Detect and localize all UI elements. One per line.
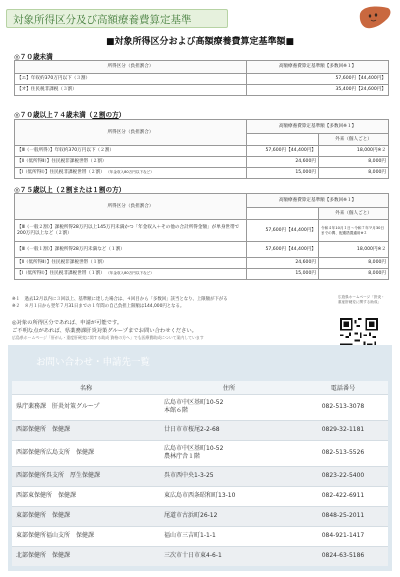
- row-amount: 57,600円【44,400円】: [247, 146, 319, 157]
- web-note: 広島県ホームページ「肝がん・重度肝硬変に関する助成 資格の方へ」でも医療費助成について案内しています: [12, 335, 204, 340]
- contact-row: [12, 506, 388, 526]
- row-outpatient: 8,000円: [319, 258, 389, 269]
- contact-name: 東部保健所 保健課: [12, 506, 160, 526]
- footnotes: [12, 297, 312, 310]
- table-row: [15, 168, 389, 179]
- contact-name: 北部保健所 保健課: [12, 546, 160, 566]
- table-row: [15, 146, 389, 157]
- table-under70: [14, 60, 389, 96]
- col-header-phone: 電話番号: [298, 381, 388, 394]
- contact-row: [12, 486, 388, 506]
- row-amount: 57,600円【44,400円】: [247, 242, 319, 258]
- row-amount: 24,600円: [247, 258, 319, 269]
- row-amount: 57,600円【44,400円】: [247, 74, 389, 85]
- contact-address: 広島市中区基町10-52 本館６階: [160, 394, 298, 420]
- section-70to74-title: ◎７０歳以上７４歳未満（２割の方）: [14, 111, 126, 119]
- col-header-outpatient: 外来（個人ごと）: [319, 134, 389, 146]
- contact-row: [12, 466, 388, 486]
- contact-address: 廿日市市桜尾2-2-68: [160, 420, 298, 440]
- contact-name: 東部保健所福山支所 保健課: [12, 526, 160, 546]
- contact-note: ◎対象の所得区分であれば、申請が可能です。 ご不明な点があれば、県薬務課肝炎対策グループまでお問い合わせください。: [12, 320, 197, 335]
- row-outpatient: 8,000円: [319, 269, 389, 280]
- section-75plus-title: ◎７５歳以上（２割または１割の方）: [14, 186, 126, 194]
- row-amount: 15,000円: [247, 269, 319, 280]
- table-header-row: [15, 194, 389, 208]
- contact-address: 三次市十日市東4-6-1: [160, 546, 298, 566]
- footnote-2: ※２ ８月１日から翌年７月31日までの１年間の自己負担上限額は144,000円となる。: [12, 303, 185, 309]
- contact-panel: [8, 345, 392, 571]
- row-label: 【オ】住民税非課税（３割）: [15, 85, 247, 96]
- col-header-address: 住所: [160, 381, 298, 394]
- table-row: [15, 242, 389, 258]
- contact-row: [12, 440, 388, 466]
- row-label: 【Ⅲ（一般所得）】年収約370万円以下（２割）: [15, 146, 247, 157]
- col-header-income: 所得区分（負担割合）: [15, 194, 247, 220]
- row-amount: 57,600円【44,400円】: [247, 220, 319, 242]
- contact-phone[interactable]: 0824-63-5186: [298, 546, 388, 566]
- table-75plus: [14, 193, 389, 280]
- col-header-income: 所得区分（負担割合）: [15, 120, 247, 146]
- col-header-amount: 高額療養費算定基準額【多数回※１】: [247, 194, 389, 208]
- row-outpatient: 18,000円※２: [319, 242, 389, 258]
- contact-address: 広島市中区基町10-52 農林庁舎１階: [160, 440, 298, 466]
- row-label: 【エ】年収約370万円以下（３割）: [15, 74, 247, 85]
- contact-address: 福山市三吉町1-1-1: [160, 526, 298, 546]
- table-70to74: [14, 119, 389, 179]
- contact-phone[interactable]: 0829-32-1181: [298, 420, 388, 440]
- contact-header-row: [12, 381, 388, 394]
- contact-name: 西部保健所広島支所 保健課: [12, 440, 160, 466]
- contact-title: お問い合わせ・申請先一覧: [36, 357, 151, 368]
- row-amount: 24,600円: [247, 157, 319, 168]
- table-row: [15, 85, 389, 96]
- contact-address: 東広島市西条昭和町13-10: [160, 486, 298, 506]
- contact-row: [12, 526, 388, 546]
- contact-name: 県庁薬務課 肝炎対策グループ: [12, 394, 160, 420]
- table-row: [15, 157, 389, 168]
- row-label: 【Ⅲ（一般２割）】課税所得28万円以上145万円未満かつ「年金収入＋その他の合計所得金額」が単身世帯で200万円以上など（２割）: [15, 220, 247, 242]
- contact-phone[interactable]: 082-513-5526: [298, 440, 388, 466]
- row-label: 【Ⅱ（低所得Ⅱ）】住民税非課税世帯（１割）: [15, 258, 247, 269]
- row-label: 【Ⅱ（低所得Ⅱ）】住民税非課税世帯（２割）: [15, 157, 247, 168]
- table-row: [15, 258, 389, 269]
- contact-phone[interactable]: 0823-22-5400: [298, 466, 388, 486]
- row-amount: 15,000円: [247, 168, 319, 179]
- row-outpatient: 18,000円※２: [319, 146, 389, 157]
- contact-phone[interactable]: 084-921-1417: [298, 526, 388, 546]
- col-header-amount: 高額療養費算定基準額【多数回※１】: [247, 120, 389, 134]
- contact-row: [12, 394, 388, 420]
- row-label: 【Ⅲ（一般１割）】課税所得28万円未満など（１割）: [15, 242, 247, 258]
- section-under70-title: ◎７０歳未満: [14, 53, 53, 61]
- table-row: [15, 269, 389, 280]
- table-row: [15, 220, 389, 242]
- table-row: [15, 74, 389, 85]
- row-outpatient: 8,000円: [319, 168, 389, 179]
- contact-phone[interactable]: 082-422-6911: [298, 486, 388, 506]
- highlight-label: ２割または１割の方: [59, 186, 119, 194]
- col-header-outpatient: 外来（個人ごと）: [319, 208, 389, 220]
- col-header-name: 名称: [12, 381, 160, 394]
- row-outpatient: 8,000円: [319, 157, 389, 168]
- contact-phone[interactable]: 0848-25-2011: [298, 506, 388, 526]
- contact-name: 西部保健所呉支所 厚生保健課: [12, 466, 160, 486]
- highlight-label: ２割の方: [92, 111, 119, 119]
- table-header-row: [15, 120, 389, 134]
- table-header-row: [15, 61, 389, 74]
- qr-caption: 広島県ホームページ「肝炎・重症肝硬変に関する助成」: [338, 295, 385, 304]
- row-amount: 35,400円【24,600円】: [247, 85, 389, 96]
- contact-phone[interactable]: 082-513-3078: [298, 394, 388, 420]
- section-header: 対象所得区分及び高額療養費算定基準: [6, 9, 228, 28]
- contact-address: 呉市西中央1-3-25: [160, 466, 298, 486]
- liver-illustration-icon: [358, 4, 392, 32]
- col-header-income: 所得区分（負担割合）: [15, 61, 247, 74]
- contact-table: [12, 381, 388, 566]
- footnote-1: ※１ 過去12月以内に３回以上、基準額に達した場合は、４回目から「多数回」該当となり、上限額が下がる: [12, 297, 228, 302]
- page-title: ■対象所得区分および高額療養費算定基準額■: [105, 37, 294, 47]
- contact-name: 西部保健所 保健課: [12, 420, 160, 440]
- contact-row: [12, 546, 388, 566]
- row-label: 【Ⅰ（低所得Ⅰ）】住民税非課税世帯（１割） （年金収入80万円以下など）: [15, 269, 247, 280]
- contact-row: [12, 420, 388, 440]
- col-header-amount: 高額療養費算定基準額【多数回※１】: [247, 61, 389, 74]
- row-label: 【Ⅰ（低所得Ⅰ）】住民税非課税世帯（２割） （年金収入80万円以下など）: [15, 168, 247, 179]
- contact-name: 西部東保健所 保健課: [12, 486, 160, 506]
- row-outpatient: 令和４年10月１日～令和７年９月30日までの間、配慮措置適用※２: [319, 220, 389, 242]
- contact-address: 尾道市古浜町26-12: [160, 506, 298, 526]
